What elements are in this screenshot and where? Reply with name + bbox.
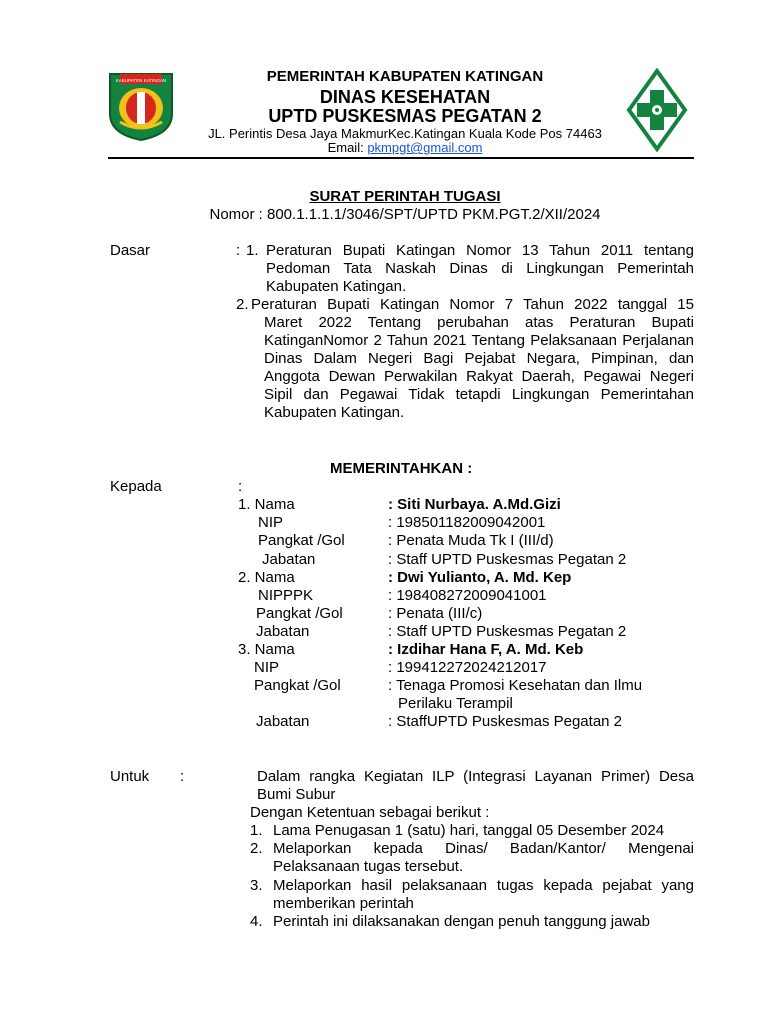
person-2-name: : Dwi Yulianto, A. Md. Kep [388,569,572,586]
person-3-name: : Izdihar Hana F, A. Md. Keb [388,641,584,658]
email-label: Email: [327,140,364,155]
person-1-name-label: 1. Nama [238,496,295,513]
dasar-item-1: Peraturan Bupati Katingan Nomor 13 Tahun 2011 tentang Pedoman Tata Naskah Dinas di Lingkungan Pemerintah Kabupaten Katingan. [266,242,694,295]
department-name: DINAS KESEHATAN [319,87,491,107]
untuk-item-2: Melaporkan kepada Dinas/ Badan/Kantor/ Mengenai Pelaksanaan tugas tersebut. [273,840,694,875]
person-2-job-label: Jabatan [256,623,310,640]
dasar-item-2-rest: Maret 2022 Tentang perubahan atas Peraturan Bupati KatinganNomor 2 Tahun 2021 Tentang Pelaksanaan Perjalanan Dinas Dalam Negeri Bagi Pejabat Negara, Pimpinan, dan Anggota Dewan Perwakilan Rakyat Daerah, Pegawai Negeri Sipil dan Pegawai Tidak tetapdi Lingkungan Pemerintahan Kabupaten Katingan. [264,314,694,421]
person-3-job: : StaffUPTD Puskesmas Pegatan 2 [388,713,623,730]
person-3-name-value: Izdihar Hana F, A. Md. Keb [397,641,584,658]
dasar-label: Dasar [110,242,151,259]
regency-emblem-graphic [106,68,176,142]
person-1-id-value: 198501182009042001 [396,514,546,531]
kepada-label: Kepada [110,478,162,495]
person-1-name: : Siti Nurbaya. A.Md.Gizi [388,496,561,513]
person-3-rank-label: Pangkat /Gol [254,677,341,694]
person-2-job-value: Staff UPTD Puskesmas Pegatan 2 [396,623,627,640]
person-1-name-value: Siti Nurbaya. A.Md.Gizi [397,496,561,513]
letterhead-divider [108,157,694,159]
untuk-colon: : [180,768,185,785]
person-3-id: : 199412272024212017 [388,659,547,676]
untuk-item-4-number: 4. [250,913,263,930]
person-2-name-label: 2. Nama [238,569,295,586]
person-2-rank-label: Pangkat /Gol [256,605,343,622]
person-2-job: : Staff UPTD Puskesmas Pegatan 2 [388,623,627,640]
untuk-label: Untuk [110,768,150,785]
person-2-rank-value: Penata (III/c) [396,605,483,622]
dasar-item-1-number: 1. [246,242,259,259]
untuk-item-1-number: 1. [250,822,263,839]
person-3-job-value: StaffUPTD Puskesmas Pegatan 2 [396,713,623,730]
letter-title: SURAT PERINTAH TUGASI [309,188,501,205]
untuk-item-4: Perintah ini dilaksanakan dengan penuh tanggung jawab [273,913,650,930]
kepada-colon: : [238,478,243,495]
person-1-rank: : Penata Muda Tk I (III/d) [388,532,554,549]
dasar-item-2-number: 2. [236,296,249,313]
person-3-rank: : Tenaga Promosi Kesehatan dan Ilmu [388,677,643,694]
person-2-rank: : Penata (III/c) [388,605,483,622]
person-3-rank-value-line-2: Perilaku Terampil [398,695,513,712]
person-3-rank-value-line-1: Tenaga Promosi Kesehatan dan Ilmu [396,677,643,694]
person-1-rank-label: Pangkat /Gol [258,532,345,549]
letter-number: Nomor : 800.1.1.1.1/3046/SPT/UPTD PKM.PGT.2/XII/2024 [209,206,601,223]
person-1-job: : Staff UPTD Puskesmas Pegatan 2 [388,551,627,568]
untuk-item-2-number: 2. [250,840,263,857]
address: JL. Perintis Desa Jaya MakmurKec.Katingan Kuala Kode Pos 74463 [208,126,602,141]
untuk-purpose: Dalam rangka Kegiatan ILP (Integrasi Layanan Primer) Desa Bumi Subur [257,768,694,803]
health-logo [626,68,688,152]
person-1-rank-value: Penata Muda Tk I (III/d) [396,532,554,549]
memerintahkan-heading: MEMERINTAHKAN : [330,460,473,477]
government-name: PEMERINTAH KABUPATEN KATINGAN [266,68,544,85]
health-logo-graphic [626,68,688,152]
dasar-item-2-first-line: Peraturan Bupati Katingan Nomor 7 Tahun 2022 tanggal 15 [251,296,694,313]
person-3-id-value: 199412272024212017 [396,659,547,676]
untuk-item-3: Melaporkan hasil pelaksanaan tugas kepada pejabat yang memberikan perintah [273,877,694,912]
person-1-job-label: Jabatan [262,551,316,568]
person-1-job-value: Staff UPTD Puskesmas Pegatan 2 [396,551,627,568]
untuk-item-1: Lama Penugasan 1 (satu) hari, tanggal 05 Desember 2024 [273,822,665,839]
dasar-colon: : [236,242,241,259]
person-2-name-value: Dwi Yulianto, A. Md. Kep [397,569,572,586]
email-link[interactable]: pkmpgt@gmail.com [367,140,483,155]
untuk-item-3-number: 3. [250,877,263,894]
person-3-job-label: Jabatan [256,713,310,730]
person-2-id-label: NIPPPK [258,587,314,604]
untuk-intro: Dengan Ketentuan sebagai berikut : [250,804,490,821]
emblem-caption: KABUPATEN KATINGAN [115,78,167,83]
person-2-id: : 198408272009041001 [388,587,547,604]
person-3-name-label: 3. Nama [238,641,295,658]
person-3-id-label: NIP [254,659,280,676]
person-2-id-value: 198408272009041001 [396,587,547,604]
regency-emblem [106,68,176,142]
person-1-id: : 198501182009042001 [388,514,546,531]
email-line [200,140,610,156]
unit-name: UPTD PUSKESMAS PEGATAN 2 [268,106,542,126]
person-1-id-label: NIP [258,514,284,531]
